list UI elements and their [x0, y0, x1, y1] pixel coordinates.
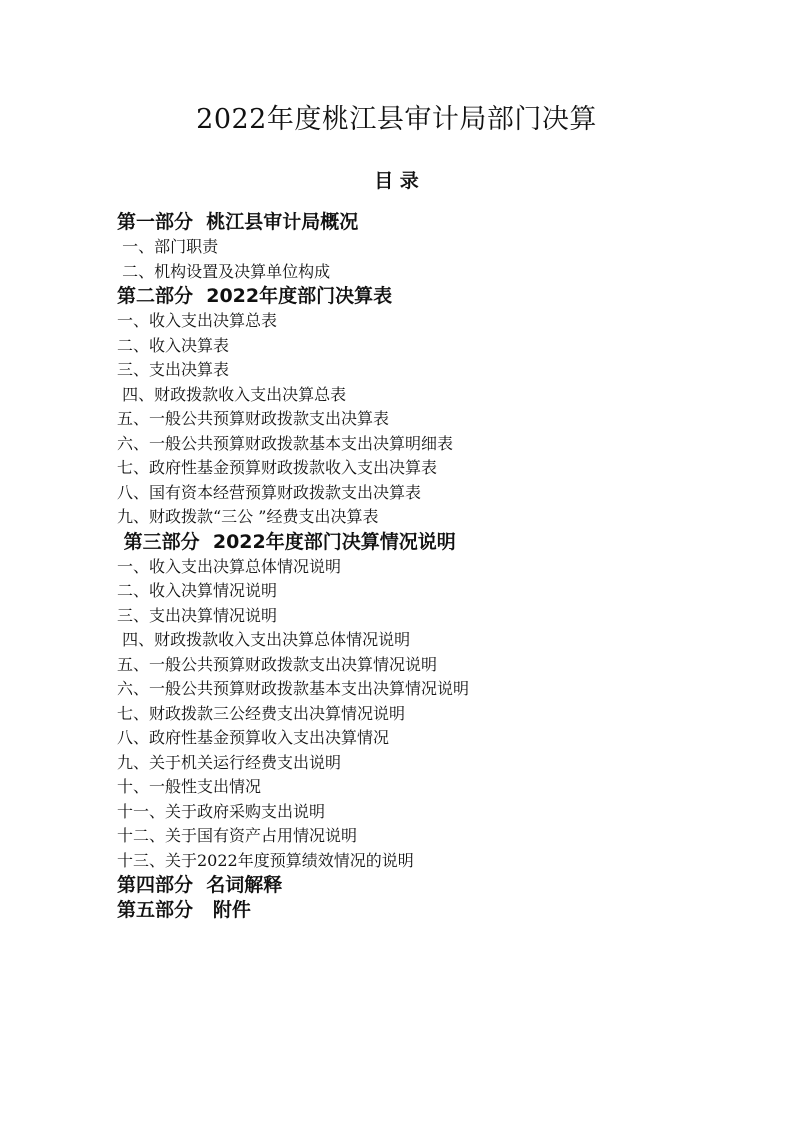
toc-heading: 目 录 [374, 170, 419, 192]
toc-item: 二、收入决算情况说明 [117, 581, 278, 600]
toc-item: 五、一般公共预算财政拨款支出决算情况说明 [117, 654, 438, 674]
toc-item: 九、财政拨款“三公 ”经费支出决算表 [117, 507, 379, 526]
toc-part-2-title: 第二部分 2022年度部门决算表 [117, 285, 393, 307]
toc-part-3-title: 第三部分 2022年度部门决算情况说明 [117, 530, 456, 553]
toc-item: 四、财政拨款收入支出决算总体情况说明 [117, 630, 411, 649]
toc-item: 三、支出决算情况说明 [117, 605, 278, 625]
toc-item: 十二、关于国有资产占用情况说明 [117, 826, 358, 845]
toc-item: 三、支出决算表 [117, 360, 230, 379]
toc-item: 二、收入决算表 [117, 335, 230, 355]
toc-item: 二、机构设置及决算单位构成 [117, 261, 331, 281]
toc-item: 七、财政拨款三公经费支出决算情况说明 [117, 703, 406, 723]
toc-item: 四、财政拨款收入支出决算总表 [117, 384, 347, 404]
toc-item: 十三、关于2022年度预算绩效情况的说明 [117, 850, 414, 870]
toc-item: 一、收入支出决算总表 [117, 311, 278, 330]
toc-item: 八、政府性基金预算收入支出决算情况 [117, 728, 390, 747]
toc-item: 六、一般公共预算财政拨款基本支出决算明细表 [117, 433, 454, 453]
table-of-contents [117, 210, 717, 923]
toc-item: 九、关于机关运行经费支出说明 [117, 752, 342, 772]
toc-item: 十、一般性支出情况 [117, 777, 262, 796]
toc-item: 一、收入支出决算总体情况说明 [117, 556, 342, 576]
toc-item: 一、部门职责 [117, 237, 219, 256]
toc-item: 七、政府性基金预算财政拨款收入支出决算表 [117, 458, 438, 477]
toc-item: 八、国有资本经营预算财政拨款支出决算表 [117, 482, 422, 502]
document-title: 2022年度桃江县审计局部门决算 [196, 104, 597, 135]
toc-item: 五、一般公共预算财政拨款支出决算表 [117, 409, 390, 428]
toc-part-1-title: 第一部分 桃江县审计局概况 [117, 211, 359, 233]
toc-item: 六、一般公共预算财政拨款基本支出决算情况说明 [117, 679, 470, 698]
toc-part-4-title: 第四部分 名词解释 [117, 874, 283, 896]
toc-item: 十一、关于政府采购支出说明 [117, 801, 326, 821]
toc-part-5-title: 第五部分 附件 [117, 899, 251, 921]
